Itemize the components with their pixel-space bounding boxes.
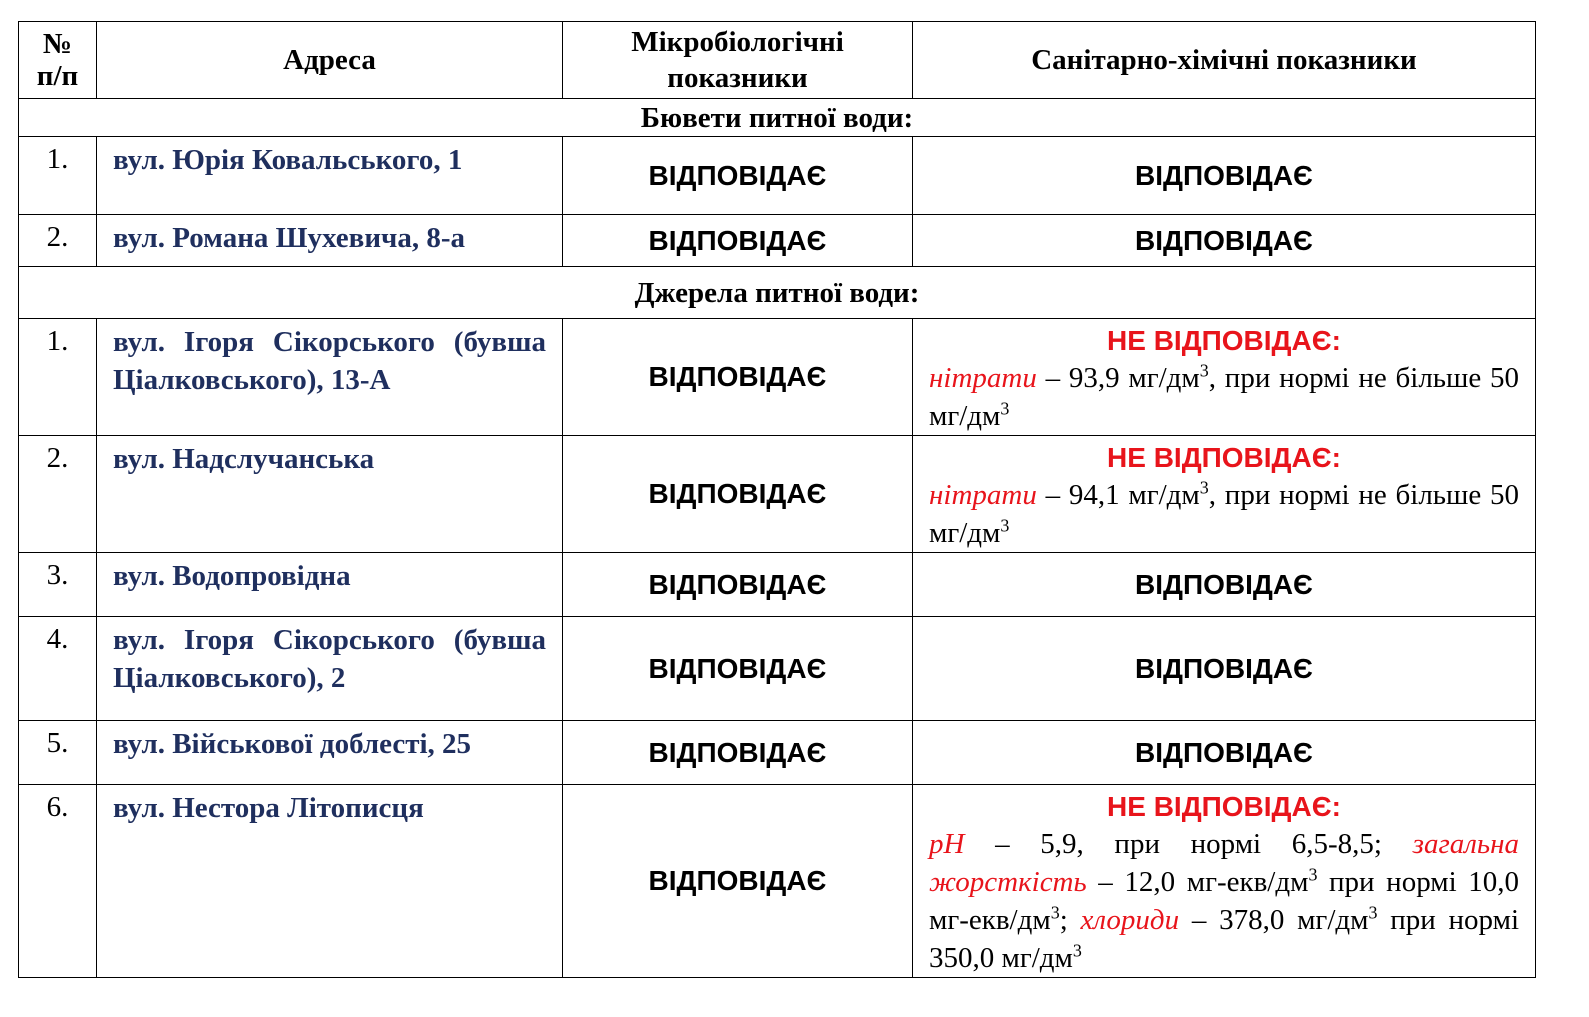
row-number: 4. (19, 617, 97, 721)
row-micro-status: ВІДПОВІДАЄ (563, 617, 913, 721)
table-row (19, 785, 1536, 978)
fail-status-label: НЕ ВІДПОВІДАЄ: (1107, 442, 1341, 473)
fail-detail-text (929, 476, 1519, 552)
row-address: вул. Військової доблесті, 25 (97, 721, 563, 785)
indicator-name: pH (929, 828, 965, 860)
detail-text: , при нормі не більше 50 мг/дм (929, 479, 1519, 549)
row-address: вул. Надслучанська (97, 436, 563, 553)
row-micro-status: ВІДПОВІДАЄ (563, 215, 913, 267)
table-row (19, 553, 1536, 617)
header-micro: Мікробіологічні показники (563, 22, 913, 99)
detail-text: – 5,9, при нормі 6,5-8,5; (964, 828, 1413, 860)
table-row (19, 319, 1536, 436)
row-micro-status: ВІДПОВІДАЄ (563, 721, 913, 785)
section-row (19, 267, 1536, 319)
unit-exponent: 3 (1050, 902, 1060, 923)
detail-text: , при нормі не більше 50 мг/дм (929, 362, 1519, 432)
row-micro-status: ВІДПОВІДАЄ (563, 319, 913, 436)
row-number: 3. (19, 553, 97, 617)
section-row (19, 99, 1536, 137)
row-chem-status-fail (913, 319, 1536, 436)
fail-status-label: НЕ ВІДПОВІДАЄ: (1107, 325, 1341, 356)
row-address: вул. Ігоря Сікорського (бувша Ціалковського), 13-А (97, 319, 563, 436)
row-number: 1. (19, 137, 97, 215)
row-chem-status-fail (913, 436, 1536, 553)
header-chem: Санітарно-хімічні показники (913, 22, 1536, 99)
header-num (19, 22, 97, 99)
row-address: вул. Нестора Літописця (97, 785, 563, 978)
unit-exponent: 3 (1199, 477, 1209, 498)
row-micro-status: ВІДПОВІДАЄ (563, 436, 913, 553)
row-chem-status-fail (913, 785, 1536, 978)
row-address: вул. Водопровідна (97, 553, 563, 617)
unit-exponent: 3 (1308, 864, 1318, 885)
row-address: вул. Романа Шухевича, 8-а (97, 215, 563, 267)
detail-text: при нормі 10,0 мг-екв/дм (929, 866, 1519, 936)
report-page (18, 21, 1535, 978)
table-header-row (19, 22, 1536, 99)
table-row (19, 137, 1536, 215)
table-row (19, 215, 1536, 267)
row-chem-status: ВІДПОВІДАЄ (913, 137, 1536, 215)
table-row (19, 617, 1536, 721)
indicator-name: загальна жорсткість (929, 828, 1519, 898)
row-address: вул. Ігоря Сікорського (бувша Ціалковського), 2 (97, 617, 563, 721)
fail-detail-text (929, 359, 1519, 435)
indicator-name: нітрати (929, 362, 1037, 394)
water-quality-table (18, 21, 1536, 978)
row-number: 1. (19, 319, 97, 436)
unit-exponent: 3 (1199, 360, 1209, 381)
indicator-name: хлориди (1080, 904, 1180, 936)
row-number: 6. (19, 785, 97, 978)
table-row (19, 436, 1536, 553)
detail-text: – 94,1 мг/дм (1036, 479, 1200, 511)
row-chem-status: ВІДПОВІДАЄ (913, 721, 1536, 785)
header-num-label: № п/п (36, 28, 79, 92)
section-title: Джерела питної води: (19, 267, 1536, 319)
row-number: 2. (19, 215, 97, 267)
row-micro-status: ВІДПОВІДАЄ (563, 553, 913, 617)
table-row (19, 721, 1536, 785)
detail-text: – 93,9 мг/дм (1036, 362, 1200, 394)
row-chem-status: ВІДПОВІДАЄ (913, 617, 1536, 721)
header-address: Адреса (97, 22, 563, 99)
row-number: 5. (19, 721, 97, 785)
detail-text: при нормі 350,0 мг/дм (929, 904, 1519, 974)
section-title: Бювети питної води: (19, 99, 1536, 137)
unit-exponent: 3 (1368, 902, 1378, 923)
unit-exponent: 3 (1000, 398, 1010, 419)
detail-text: – 12,0 мг-екв/дм (1086, 866, 1309, 898)
row-micro-status: ВІДПОВІДАЄ (563, 137, 913, 215)
unit-exponent: 3 (1000, 515, 1010, 536)
fail-status-label: НЕ ВІДПОВІДАЄ: (1107, 791, 1341, 822)
unit-exponent: 3 (1072, 940, 1082, 961)
row-address: вул. Юрія Ковальського, 1 (97, 137, 563, 215)
row-chem-status: ВІДПОВІДАЄ (913, 553, 1536, 617)
table-body (19, 99, 1536, 978)
indicator-name: нітрати (929, 479, 1037, 511)
detail-text: ; (1059, 904, 1081, 936)
row-micro-status: ВІДПОВІДАЄ (563, 785, 913, 978)
fail-detail-text (929, 825, 1519, 977)
row-number: 2. (19, 436, 97, 553)
detail-text: – 378,0 мг/дм (1179, 904, 1369, 936)
row-chem-status: ВІДПОВІДАЄ (913, 215, 1536, 267)
